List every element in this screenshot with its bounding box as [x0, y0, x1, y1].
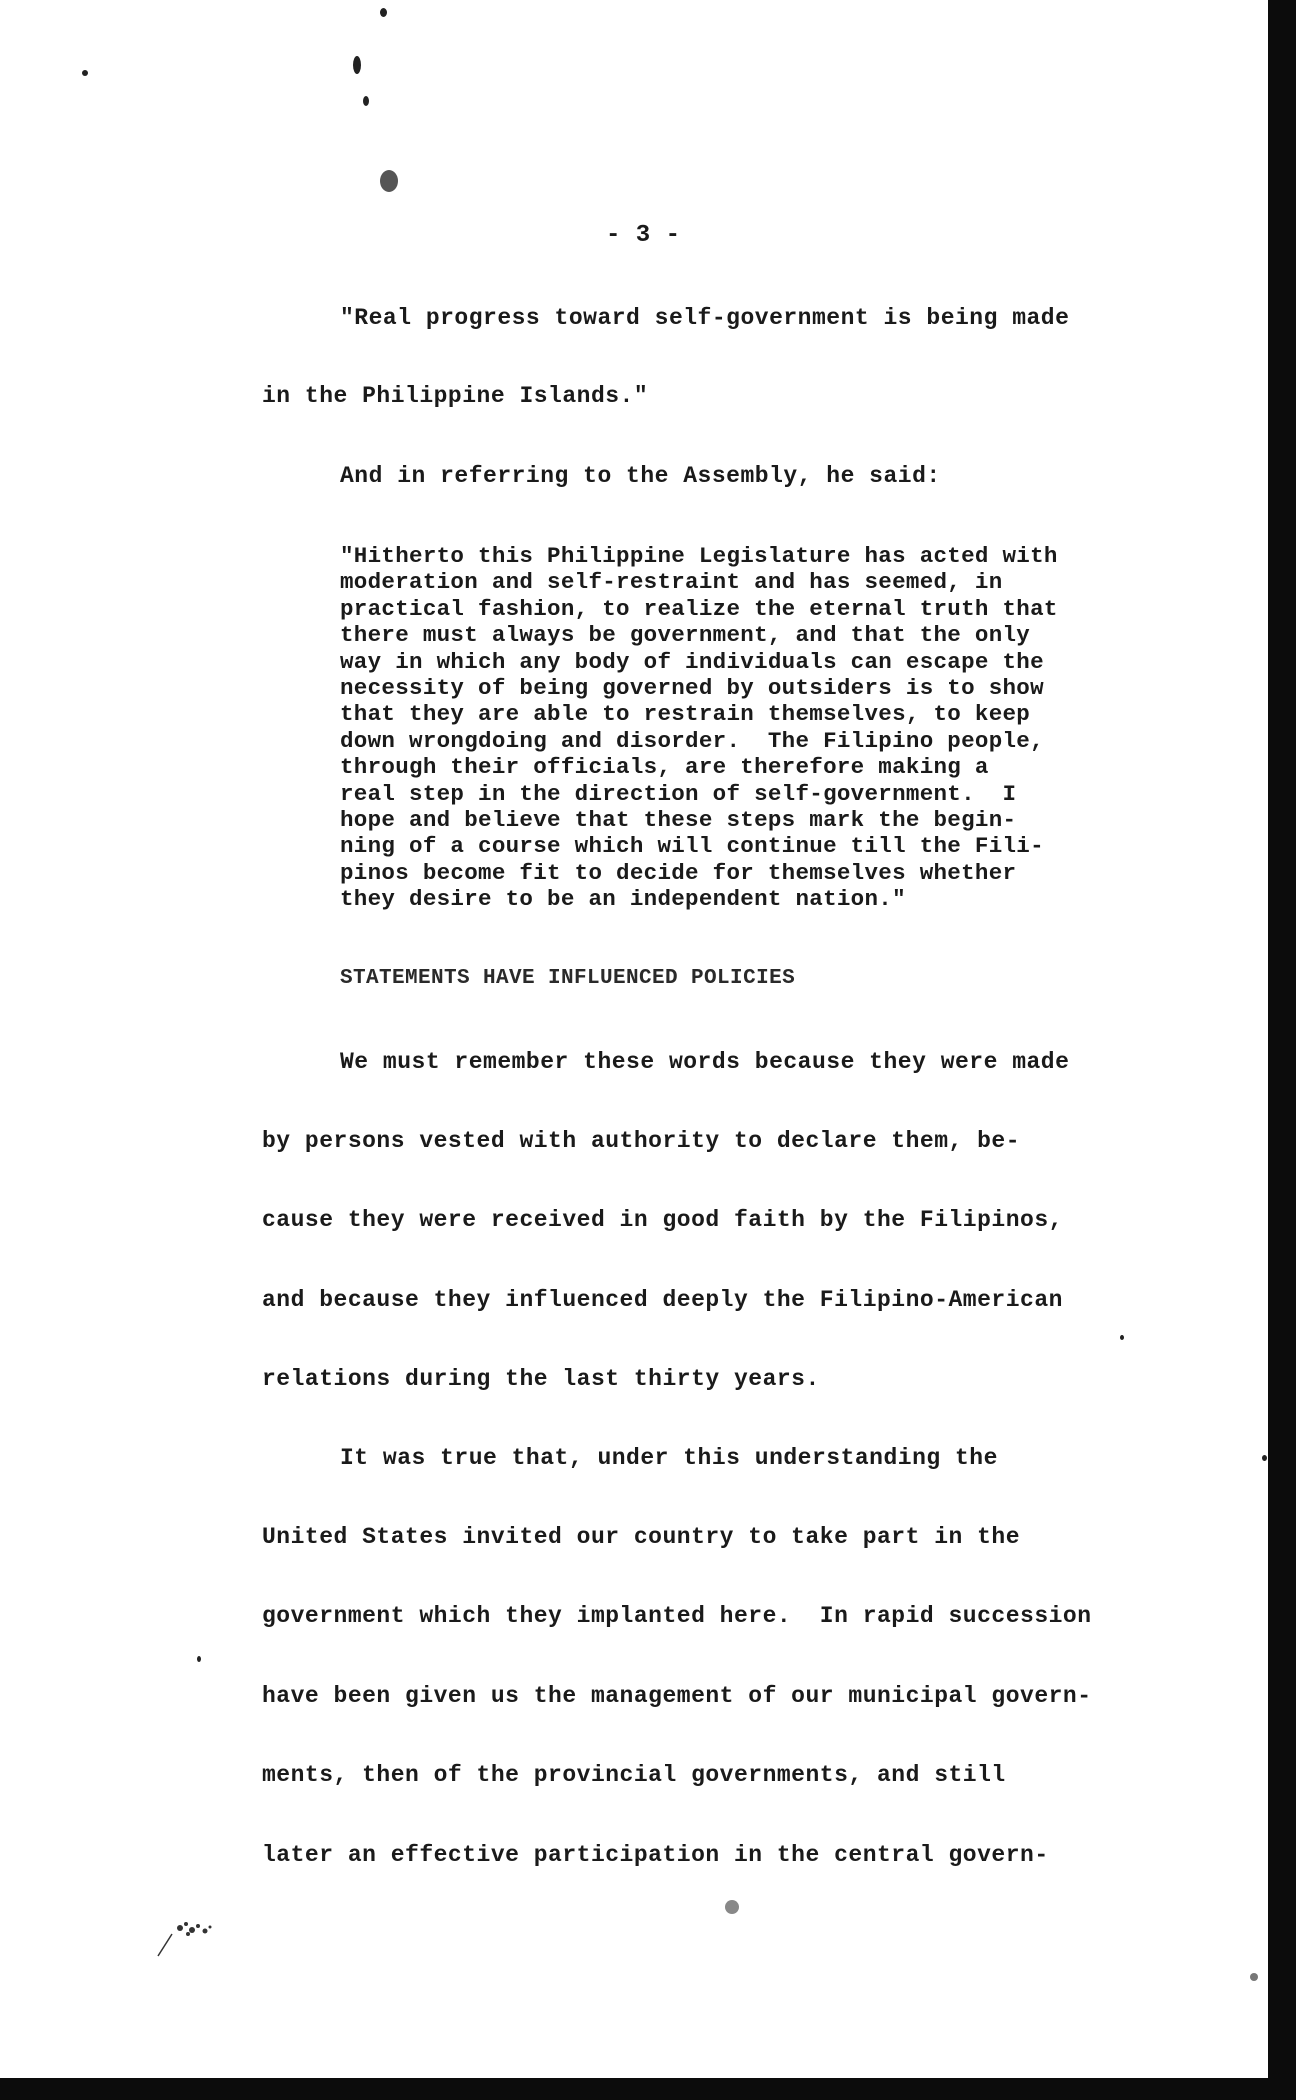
- ink-smudge: [150, 1908, 230, 1958]
- quote-line: hope and believe that these steps mark the begin-: [340, 807, 1017, 834]
- quote-line: real step in the direction of self-government. I: [340, 780, 1017, 807]
- quote-line: that they are able to restrain themselves, to keep: [340, 701, 1031, 728]
- quote-line: through their officials, are therefore making a: [340, 754, 989, 781]
- ink-speck: [82, 70, 88, 76]
- ink-speck: [725, 1900, 739, 1914]
- ink-speck: [380, 170, 398, 192]
- quote-line: there must always be government, and that the only: [340, 622, 1031, 649]
- quote-line: pinos become fit to decide for themselves whether: [340, 859, 1017, 886]
- paragraph-2-line: We must remember these words because they were made: [340, 1049, 1070, 1075]
- quote-line: they desire to be an independent nation.": [340, 886, 906, 913]
- paragraph-2-line: and because they influenced deeply the Filipino-American: [262, 1287, 1063, 1313]
- ink-speck: [1262, 1455, 1267, 1461]
- paragraph-2-line: by persons vested with authority to declare them, be-: [262, 1128, 1021, 1154]
- scan-border-bottom: [0, 2078, 1296, 2100]
- ink-speck: [197, 1656, 201, 1662]
- quote-intro: And in referring to the Assembly, he said:: [340, 463, 941, 489]
- quote-line: "Hitherto this Philippine Legislature has acted with: [340, 543, 1058, 569]
- page-number: - 3 -: [606, 222, 681, 249]
- quote-line: ning of a course which will continue till the Fili-: [340, 833, 1044, 860]
- paragraph-1-line: in the Philippine Islands.": [262, 383, 649, 409]
- quote-line: down wrongdoing and disorder. The Filipino people,: [340, 727, 1044, 754]
- ink-speck: [1120, 1335, 1124, 1340]
- block-quote: [340, 543, 1058, 913]
- paragraph-2-line: relations during the last thirty years.: [262, 1366, 820, 1392]
- ink-speck: [363, 96, 369, 106]
- paragraph-3-line: have been given us the management of our municipal govern-: [262, 1683, 1092, 1709]
- quote-line: practical fashion, to realize the eternal truth that: [340, 595, 1058, 622]
- paragraph-3-line: later an effective participation in the central govern-: [262, 1842, 1049, 1868]
- paragraph-2-line: cause they were received in good faith by the Filipinos,: [262, 1207, 1063, 1233]
- paragraph-3-line: government which they implanted here. In rapid succession: [262, 1603, 1092, 1629]
- scan-border-right: [1268, 0, 1296, 2100]
- ink-speck: [380, 8, 387, 17]
- ink-speck: [1250, 1973, 1258, 1981]
- quote-line: way in which any body of individuals can escape the: [340, 648, 1044, 675]
- paragraph-3-line: ments, then of the provincial governments, and still: [262, 1762, 1006, 1788]
- paragraph-3-line: United States invited our country to take part in the: [262, 1524, 1021, 1550]
- paragraph-3-line: It was true that, under this understanding the: [340, 1445, 998, 1471]
- ink-speck: [353, 56, 361, 74]
- section-heading: STATEMENTS HAVE INFLUENCED POLICIES: [340, 967, 796, 990]
- paragraph-1-line: "Real progress toward self-government is being made: [340, 305, 1070, 331]
- quote-line: moderation and self-restraint and has seemed, in: [340, 569, 1003, 596]
- quote-line: necessity of being governed by outsiders is to show: [340, 675, 1044, 702]
